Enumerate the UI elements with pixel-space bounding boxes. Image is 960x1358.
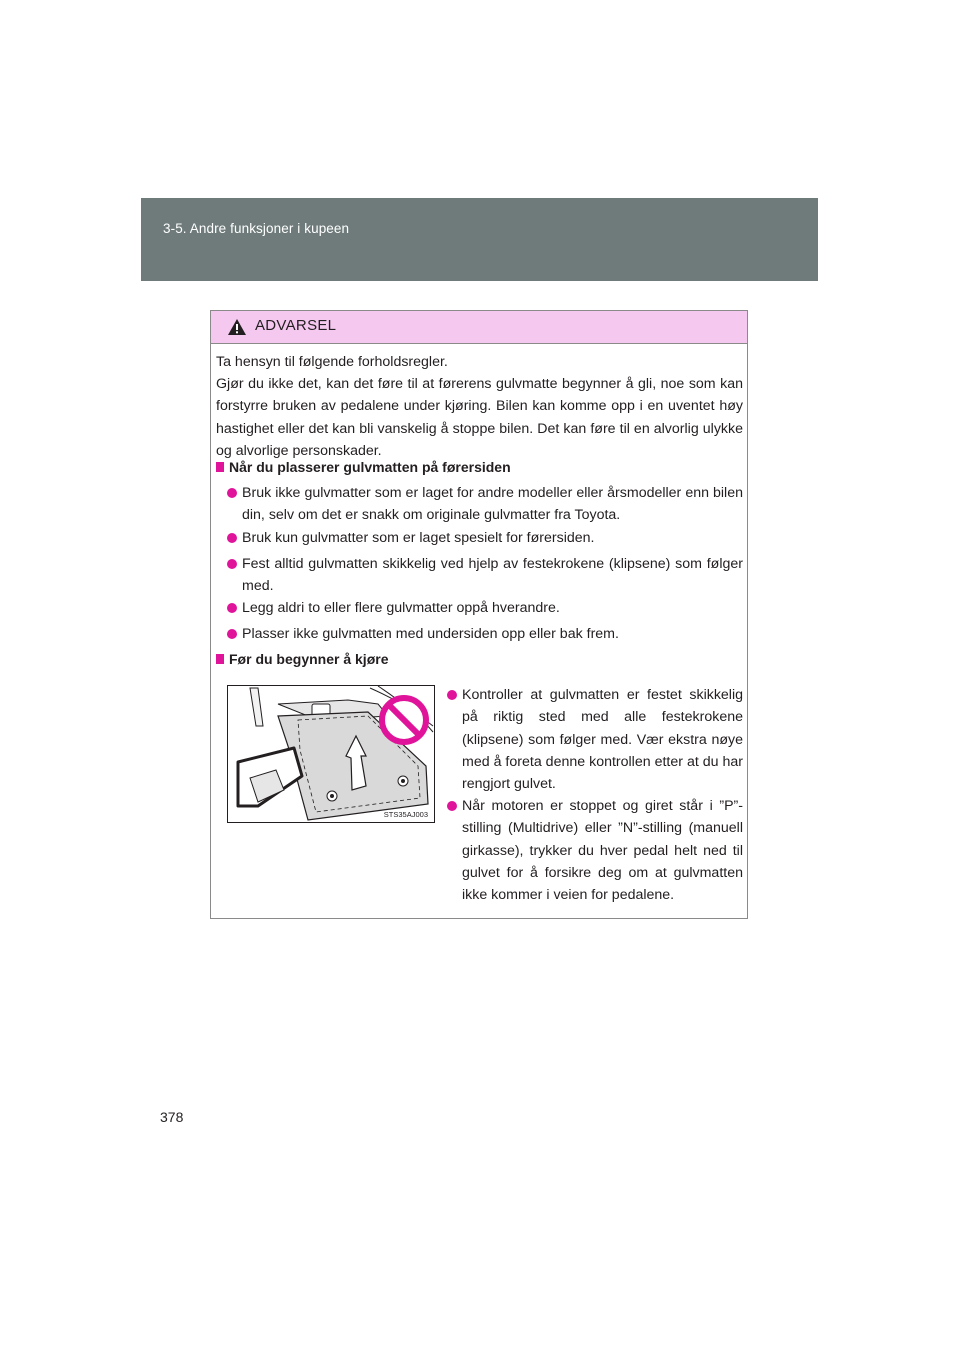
warning-intro-line: Ta hensyn til følgende forholdsregler. — [216, 354, 448, 370]
subheading-placing-mat — [216, 457, 511, 477]
bullet-text: Når motoren er stoppet og giret står i ”P”-stilling (Multidrive) eller ”N”-stilling (manuell girkasse), trykker du hver pedal helt ned til gulvet for å forsikre deg om at gulvmatten ikke kommer i veien for pedalene. — [462, 798, 743, 904]
pink-dot-icon — [227, 559, 237, 569]
subheading-text: Før du begynner å kjøre — [229, 651, 389, 667]
pink-square-marker-icon — [216, 654, 224, 664]
section-title: 3-5. Andre funksjoner i kupeen — [163, 221, 350, 236]
subheading-text: Når du plasserer gulvmatten på førersiden — [229, 459, 511, 475]
illustration-code: STS35AJ003 — [383, 810, 428, 819]
floor-mat-illustration — [227, 685, 435, 823]
bullet-text: Plasser ikke gulvmatten med undersiden opp eller bak frem. — [242, 626, 619, 642]
floor-mat-drawing — [228, 686, 434, 822]
bullet-text: Bruk ikke gulvmatter som er laget for andre modeller eller årsmodeller enn bilen din, selv om det er snakk om originale gulvmatter fra Toyota. — [242, 485, 743, 524]
section-header-band — [141, 198, 818, 281]
bullet-text: Fest alltid gulvmatten skikkelig ved hjelp av festekrokene (klipsene) som følger med. — [242, 556, 743, 595]
pink-dot-icon — [227, 603, 237, 613]
pink-dot-icon — [447, 690, 457, 700]
bullet-item — [227, 482, 743, 527]
subheading-before-driving — [216, 649, 388, 669]
warning-intro-paragraph: Gjør du ikke det, kan det føre til at førerens gulvmatte begynner å gli, noe som kan forstyrre bruken av pedalene under kjøring. Bilen kan komme opp i en uventet høy hastighet eller det kan bli vanskelig å stoppe bilen. Det kan føre til en alvorlig ulykke og alvorlige personskader. — [216, 376, 743, 459]
bullet-item — [227, 527, 743, 549]
pink-dot-icon — [227, 533, 237, 543]
bullet-item — [447, 684, 743, 795]
warning-title: ADVARSEL — [255, 317, 337, 334]
bullet-item — [227, 597, 743, 619]
pink-dot-icon — [447, 801, 457, 811]
bullet-text: Kontroller at gulvmatten er festet skikkelig på riktig sted med alle festekrokene (klipsene) som følger med. Vær ekstra nøye med å foreta denne kontrollen etter at du har rengjort gulvet. — [462, 687, 743, 793]
bullet-item — [227, 553, 743, 598]
pink-dot-icon — [227, 488, 237, 498]
bullet-text: Legg aldri to eller flere gulvmatter oppå hverandre. — [242, 600, 560, 616]
page-number: 378 — [160, 1109, 184, 1125]
bullet-item — [447, 795, 743, 906]
pink-square-marker-icon — [216, 462, 224, 472]
warning-header — [211, 311, 747, 344]
pink-dot-icon — [227, 629, 237, 639]
bullet-item — [227, 623, 743, 645]
bullet-text: Bruk kun gulvmatter som er laget spesielt for førersiden. — [242, 530, 595, 546]
warning-triangle-icon — [227, 318, 247, 336]
warning-box — [210, 310, 748, 919]
